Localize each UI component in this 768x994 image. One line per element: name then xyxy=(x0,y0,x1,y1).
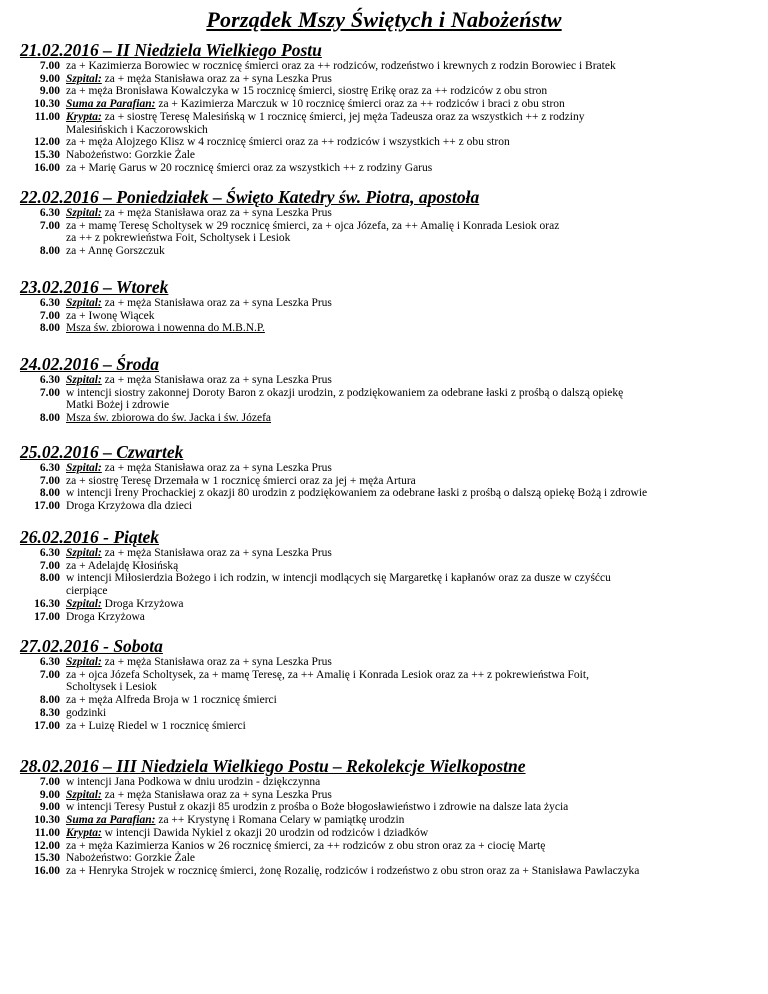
mass-time: 9.00 xyxy=(39,85,60,98)
mass-entry xyxy=(20,694,760,707)
intention-text: Matki Bożej i zdrowie xyxy=(66,399,170,412)
mass-intention xyxy=(66,547,760,560)
location-tag: Suma za Parafian: xyxy=(66,98,156,111)
mass-time: 7.00 xyxy=(39,309,60,322)
mass-entry xyxy=(20,801,760,814)
mass-time: 17.00 xyxy=(34,500,60,513)
mass-time: 17.00 xyxy=(34,719,60,732)
mass-time: 7.00 xyxy=(39,776,60,788)
mass-intention xyxy=(66,865,760,878)
intention-text: za + ojca Józefa Scholtysek, za + mamę Teresę, za ++ Amalię i Konrada Lesiok oraz za ++ z pokrewieństwa Foit, xyxy=(66,668,589,681)
mass-intention xyxy=(66,776,760,789)
location-tag: Szpital: xyxy=(66,788,102,801)
mass-time xyxy=(20,399,60,412)
intention-text: za + męża Stanisława oraz za + syna Leszka Prus xyxy=(101,656,332,668)
mass-time: 10.30 xyxy=(34,98,60,111)
mass-time: 8.00 xyxy=(39,322,60,335)
intention-text: za + męża Alojzego Klisz w 4 rocznicę śmierci oraz za ++ rodziców i wszystkich ++ z obu stron xyxy=(66,136,510,149)
intention-text: Nabożeństwo: Gorzkie Żale xyxy=(66,852,196,865)
mass-time: 8.00 xyxy=(39,694,60,707)
intention-text: za + męża Stanisława oraz za + syna Leszka Prus xyxy=(101,374,332,386)
mass-entry xyxy=(20,73,760,86)
mass-intention xyxy=(66,572,760,585)
mass-intention xyxy=(66,297,760,310)
mass-entry xyxy=(20,487,760,500)
mass-time: 6.30 xyxy=(39,462,60,474)
mass-entry xyxy=(20,669,760,682)
mass-intention xyxy=(66,245,760,258)
mass-time: 7.00 xyxy=(39,559,60,572)
day-title: 26.02.2016 - Piątek xyxy=(20,527,160,547)
location-tag: Krypta: xyxy=(66,826,102,839)
mass-entry xyxy=(20,207,760,220)
mass-entry xyxy=(20,310,760,323)
mass-entry xyxy=(20,720,760,733)
day-section xyxy=(20,41,760,174)
intention-text: Msza św. zbiorowa i nowenna do M.B.N.P. xyxy=(66,322,265,335)
mass-intention xyxy=(66,98,760,111)
mass-time: 6.30 xyxy=(39,374,60,386)
mass-entry xyxy=(20,374,760,387)
intention-text: za + mamę Teresę Scholtysek w 29 rocznicę śmierci, za + ojca Józefa, za ++ Amalię i Konrada Lesiok oraz xyxy=(66,219,560,232)
intention-text: Msza św. zbiorowa do św. Jacka i św. Józefa xyxy=(66,412,272,425)
mass-intention xyxy=(66,462,760,475)
day-title: 24.02.2016 – Środa xyxy=(20,354,160,374)
mass-entry xyxy=(20,707,760,720)
mass-time: 11.00 xyxy=(34,110,60,123)
mass-intention xyxy=(66,789,760,802)
mass-intention xyxy=(66,374,760,387)
intention-text: Scholtysek i Lesiok xyxy=(66,681,157,694)
mass-time xyxy=(20,585,60,598)
location-tag: Szpital: xyxy=(66,547,102,559)
mass-time xyxy=(20,232,60,245)
mass-entry xyxy=(20,297,760,310)
mass-entry xyxy=(20,656,760,669)
mass-intention xyxy=(66,412,760,425)
intention-text: za + siostrę Teresę Malesińską w 1 rocznicę śmierci, jej męża Tadeusza oraz za wszystkich ++ z rodziny xyxy=(101,110,585,123)
mass-time: 16.00 xyxy=(34,864,60,877)
mass-intention xyxy=(66,162,760,175)
mass-time: 8.00 xyxy=(39,572,60,585)
mass-time: 12.00 xyxy=(34,839,60,852)
mass-entry xyxy=(20,547,760,560)
intention-text: cierpiące xyxy=(66,585,108,598)
day-section xyxy=(20,528,760,623)
mass-time xyxy=(20,681,60,694)
mass-entry xyxy=(20,560,760,573)
mass-time: 7.00 xyxy=(39,474,60,487)
intention-text: w intencji Miłosierdzia Bożego i ich rodzin, w intencji modlących się Margaretkę i kapłanów oraz za dusze w czyśćcu xyxy=(66,572,611,585)
mass-entry xyxy=(20,98,760,111)
mass-time: 16.00 xyxy=(34,161,60,174)
day-section xyxy=(20,355,760,425)
intention-text: za + Kazimierza Marczuk w 10 rocznicę śmierci oraz za ++ rodziców i braci z obu stron xyxy=(155,98,565,111)
intention-text: za + Annę Gorszczuk xyxy=(66,245,165,258)
intention-text: za + męża Stanisława oraz za + syna Leszka Prus xyxy=(101,462,332,474)
mass-entry xyxy=(20,572,760,585)
mass-entry xyxy=(20,865,760,878)
mass-entry xyxy=(20,124,760,137)
day-title: 21.02.2016 – II Niedziela Wielkiego Postu xyxy=(20,40,322,60)
mass-time: 16.30 xyxy=(34,597,60,610)
mass-intention xyxy=(66,220,760,233)
mass-entry xyxy=(20,852,760,865)
mass-entry xyxy=(20,149,760,162)
mass-intention xyxy=(66,852,760,865)
mass-time: 7.00 xyxy=(39,386,60,399)
mass-intention xyxy=(66,475,760,488)
mass-time: 8.00 xyxy=(39,412,60,425)
mass-intention xyxy=(66,801,760,814)
intention-text: za + męża Stanisława oraz za + syna Leszka Prus xyxy=(101,547,332,559)
intention-text: za + męża Bronisława Kowalczyka w 15 rocznicę śmierci, siostrę Erikę oraz za ++ rodziców z obu stron xyxy=(66,85,548,98)
day-section xyxy=(20,188,760,258)
mass-intention xyxy=(66,487,760,500)
mass-time: 9.00 xyxy=(39,788,60,801)
intention-text: za + Iwonę Wiącek xyxy=(66,309,155,322)
mass-entry xyxy=(20,245,760,258)
mass-intention xyxy=(66,136,760,149)
mass-time: 9.00 xyxy=(39,801,60,814)
mass-intention xyxy=(66,560,760,573)
location-tag: Szpital: xyxy=(66,656,102,668)
mass-intention xyxy=(66,232,760,245)
mass-entry xyxy=(20,162,760,175)
intention-text: za + męża Kazimierza Kanios w 26 rocznicę śmierci, za ++ rodziców z obu stron oraz za + ciocię Martę xyxy=(66,839,546,852)
day-title: 25.02.2016 – Czwartek xyxy=(20,442,184,462)
day-title: 27.02.2016 - Sobota xyxy=(20,636,163,656)
mass-time: 15.30 xyxy=(34,852,60,865)
mass-time: 6.30 xyxy=(39,547,60,559)
mass-intention xyxy=(66,60,760,73)
mass-time: 6.30 xyxy=(39,297,60,309)
mass-intention xyxy=(66,598,760,611)
intention-text: godzinki xyxy=(66,706,107,719)
mass-entry xyxy=(20,776,760,789)
intention-text: za + męża Stanisława oraz za + syna Leszka Prus xyxy=(101,788,332,801)
intention-text: za + Adelajdę Kłosińską xyxy=(66,559,179,572)
mass-entry xyxy=(20,475,760,488)
mass-time: 8.00 xyxy=(39,487,60,500)
mass-intention xyxy=(66,611,760,624)
mass-intention xyxy=(66,399,760,412)
intention-text: w intencji Teresy Pustuł z okazji 85 urodzin z prośba o Boże błogosławieństwo i zdrowie na dalsze lata życia xyxy=(66,801,569,814)
day-section xyxy=(20,757,760,878)
mass-intention xyxy=(66,500,760,513)
page-title: Porządek Mszy Świętych i Nabożeństw xyxy=(206,7,562,32)
intention-text: w intencji siostry zakonnej Doroty Baron z okazji urodzin, z podziękowaniem za odebrane łaski z prośbą o dalszą opiekę xyxy=(66,386,624,399)
intention-text: Nabożeństwo: Gorzkie Żale xyxy=(66,148,196,161)
location-tag: Szpital: xyxy=(66,597,102,610)
mass-entry xyxy=(20,322,760,335)
mass-time: 11.00 xyxy=(34,826,60,839)
mass-intention xyxy=(66,681,760,694)
mass-entry xyxy=(20,789,760,802)
location-tag: Szpital: xyxy=(66,72,102,85)
mass-intention xyxy=(66,669,760,682)
mass-entry xyxy=(20,827,760,840)
mass-time: 12.00 xyxy=(34,136,60,149)
day-section xyxy=(20,443,760,513)
location-tag: Krypta: xyxy=(66,110,102,123)
mass-intention xyxy=(66,73,760,86)
mass-intention xyxy=(66,720,760,733)
mass-intention xyxy=(66,656,760,669)
mass-entry xyxy=(20,585,760,598)
mass-intention xyxy=(66,149,760,162)
intention-text: w intencji Dawida Nykiel z okazji 20 urodzin od rodziców i dziadków xyxy=(101,826,429,839)
day-title: 28.02.2016 – III Niedziela Wielkiego Postu – Rekolekcje Wielkopostne xyxy=(20,756,526,776)
mass-entry xyxy=(20,500,760,513)
mass-entry xyxy=(20,232,760,245)
location-tag: Szpital: xyxy=(66,462,102,474)
mass-intention xyxy=(66,840,760,853)
mass-entry xyxy=(20,840,760,853)
mass-time: 8.30 xyxy=(39,706,60,719)
mass-time: 7.00 xyxy=(39,668,60,681)
intention-text: w intencji Jana Podkowa w dniu urodzin - dziękczynna xyxy=(66,776,321,788)
mass-entry xyxy=(20,462,760,475)
mass-intention xyxy=(66,707,760,720)
mass-intention xyxy=(66,111,760,124)
day-title: 22.02.2016 – Poniedziałek – Święto Katedry św. Piotra, apostoła xyxy=(20,187,480,207)
mass-time: 17.00 xyxy=(34,610,60,623)
mass-time xyxy=(20,124,60,137)
intention-text: za + męża Stanisława oraz za + syna Leszka Prus xyxy=(101,207,332,219)
intention-text: za + siostrę Teresę Drzemała w 1 rocznicę śmierci oraz za jej + męża Artura xyxy=(66,474,416,487)
day-section xyxy=(20,278,760,335)
mass-entry xyxy=(20,60,760,73)
day-title: 23.02.2016 – Wtorek xyxy=(20,277,169,297)
intention-text: za + Kazimierza Borowiec w rocznicę śmierci oraz za ++ rodziców, rodzeństwo i krewnych z rodzin Borowiec i Bratek xyxy=(66,60,616,72)
mass-intention xyxy=(66,814,760,827)
day-section xyxy=(20,637,760,732)
mass-entry xyxy=(20,387,760,400)
intention-text: za ++ z pokrewieństwa Foit, Scholtysek i Lesiok xyxy=(66,232,291,245)
mass-intention xyxy=(66,85,760,98)
mass-entry xyxy=(20,412,760,425)
mass-intention xyxy=(66,310,760,323)
mass-entry xyxy=(20,399,760,412)
mass-time: 7.00 xyxy=(39,60,60,72)
mass-time: 10.30 xyxy=(34,814,60,827)
mass-intention xyxy=(66,387,760,400)
mass-time: 6.30 xyxy=(39,207,60,219)
intention-text: za ++ Krystynę i Romana Celary w pamiątkę urodzin xyxy=(155,814,405,827)
intention-text: za + męża Stanisława oraz za + syna Leszka Prus xyxy=(101,72,332,85)
location-tag: Suma za Parafian: xyxy=(66,814,156,827)
mass-intention xyxy=(66,827,760,840)
mass-entry xyxy=(20,220,760,233)
mass-intention xyxy=(66,322,760,335)
mass-time: 8.00 xyxy=(39,245,60,258)
intention-text: za + męża Stanisława oraz za + syna Leszka Prus xyxy=(101,297,332,309)
intention-text: Malesińskich i Kaczorowskich xyxy=(66,123,208,136)
intention-text: za + Marię Garus w 20 rocznicę śmierci oraz za wszystkich ++ z rodziny Garus xyxy=(66,161,433,174)
mass-time: 6.30 xyxy=(39,656,60,668)
mass-entry xyxy=(20,611,760,624)
mass-intention xyxy=(66,207,760,220)
mass-time: 9.00 xyxy=(39,72,60,85)
mass-time: 15.30 xyxy=(34,148,60,161)
mass-entry xyxy=(20,598,760,611)
mass-entry xyxy=(20,136,760,149)
mass-time: 7.00 xyxy=(39,219,60,232)
location-tag: Szpital: xyxy=(66,374,102,386)
intention-text: Droga Krzyżowa dla dzieci xyxy=(66,500,193,513)
location-tag: Szpital: xyxy=(66,207,102,219)
intention-text: za + Luizę Riedel w 1 rocznicę śmierci xyxy=(66,719,246,732)
mass-entry xyxy=(20,814,760,827)
mass-intention xyxy=(66,124,760,137)
mass-entry xyxy=(20,111,760,124)
intention-text: Droga Krzyżowa xyxy=(101,597,184,610)
intention-text: za + Henryka Strojek w rocznicę śmierci, żonę Rozalię, rodziców i rodzeństwo z obu stron oraz za + Stanisława Pawlaczyka xyxy=(66,864,640,877)
mass-intention xyxy=(66,694,760,707)
intention-text: za + męża Alfreda Broja w 1 rocznicę śmierci xyxy=(66,694,277,707)
mass-intention xyxy=(66,585,760,598)
intention-text: w intencji Ireny Prochackiej z okazji 80 urodzin z podziękowaniem za odebrane łaski z prośbą o dalszą opiekę Bożą i zdrowie xyxy=(66,487,648,500)
mass-entry xyxy=(20,85,760,98)
location-tag: Szpital: xyxy=(66,297,102,309)
mass-entry xyxy=(20,681,760,694)
intention-text: Droga Krzyżowa xyxy=(66,610,145,623)
